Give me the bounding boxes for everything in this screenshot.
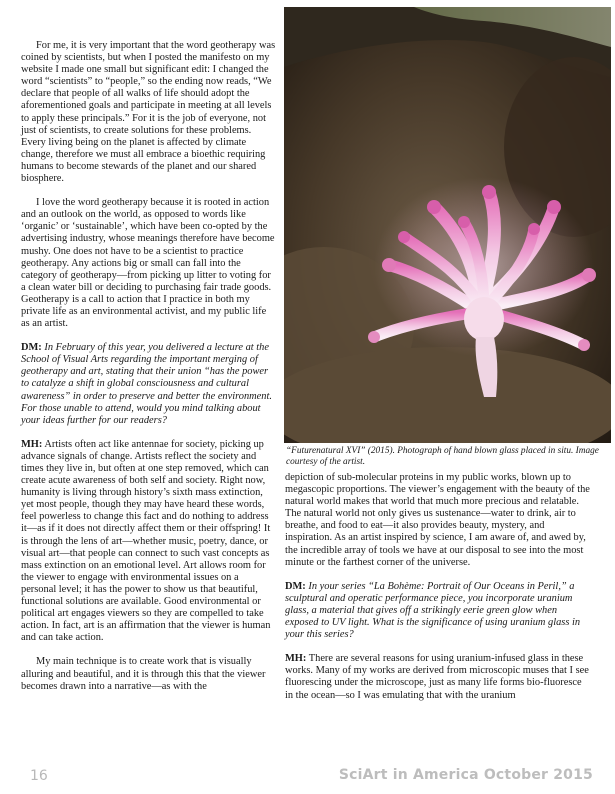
page-footer <box>0 768 615 794</box>
artwork-photo <box>284 7 611 443</box>
magazine-title: SciArt in America October 2015 <box>338 767 593 783</box>
question-dm <box>285 581 590 641</box>
speaker-label: DM: <box>21 342 42 354</box>
paragraph: For me, it is very important that the word geotherapy was coined by scientists, but when I posted the manifesto on my website I made one small but significant edit: I changed the word “scientists” to “people,” so the ending now reads, “We declare that people of all walks of life should adopt the aforementioned goals and participate in meeting at all levels to apply these principals.” For it is the job of everyone, not just of scientists, to create solutions for these problems. Every living being on the planet is affected by climate change, therefore we must all embrace a bioethic requiring humans to become stewards of the planet and our shared biosphere. <box>21 40 276 185</box>
right-column <box>285 472 590 714</box>
page-number: 16 <box>30 768 48 784</box>
question-text: In February of this year, you delivered a lecture at the School of Visual Arts regarding the important merging of geotherapy and art, stating that their union “has the power to catalyze a shift in global consciousness and cultural awareness” in order to preserve and better the environment. For those unable to attend, would you mind talking about your ideas further for our readers? <box>21 342 272 426</box>
paragraph: I love the word geotherapy because it is rooted in action and an outlook on the world, as opposed to words like ‘organic’ or ‘sustainable’, which have been co-opted by the advertising industry, whose meanings therefore have become mushy. One does not have to be a scientist to practice geotherapy. Any actions big or small can fall into the category of geotherapy—from picking up litter to voting for a clean water bill or deciding to purchasing fair trade goods. Geotherapy is a call to action that I practice in both my private life as an environmental activist, and my public life as an artist. <box>21 197 275 330</box>
question-dm <box>21 342 276 427</box>
answer-mh <box>285 653 590 701</box>
photo-caption: “Futurenatural XVI” (2015). Photograph of hand blown glass placed in situ. Image courtesy of the artist. <box>286 446 599 467</box>
answer-text: There are several reasons for using uranium-infused glass in these works. Many of my works are derived from microscopic muses that I see fluorescing under the microscope, just as many life forms bio-fluoresce in the ocean—so I was emulating that with the uranium <box>285 653 589 701</box>
paragraph: My main technique is to create work that is visually alluring and beautiful, and it is through this that the viewer becomes drawn into a narrative—as with the <box>21 656 266 692</box>
answer-mh <box>21 439 276 645</box>
answer-text: Artists often act like antennae for society, picking up advance signals of change. Artists reflect the society and times they live in, but often at one step removed, which can create acute awareness of both self and society. Right now, humanity is living through history’s sixth mass extinction, yet most people, though they may have heard these words, feel powerless to change this fact and do nothing to address it—as if it does not directly affect them or their offspring! It is through the lens of art—whether music, poetry, dance, or visual art—that people can connect to such vast concepts as mass extinction on an emotional level. Art allows room for the viewer to engage with environmental issues on a personal level; it has the power to show us that beautiful, functional solutions are available. Good environmental or political art engages viewers so they are compelled to take action. In fact, art is an affirmation that the viewer is human and can take action. <box>21 438 271 644</box>
left-column <box>21 40 276 705</box>
speaker-label: DM: <box>285 580 306 592</box>
question-text: In your series “La Bohème: Portrait of Our Oceans in Peril,” a sculptural and operatic performance piece, you incorporate uranium glass, a material that gives off a strikingly eerie green glow when exposed to UV light. What is the significance of using uranium glass in your this series? <box>285 580 581 641</box>
speaker-label: MH: <box>21 438 43 450</box>
paragraph: depiction of sub-molecular proteins in my public works, blown up to megascopic proportions. The viewer’s engagement with the beauty of the natural world makes that world that much more precious and relatable. The natural world not only gives us sustenance—water to drink, air to breathe, and food to eat—it also provides beauty, mystery, and inspiration. As an artist inspired by science, I am aware of, and awed by, the incredible array of tools we have at our disposal to see into the most minute or the farthest corner of the universe. <box>285 472 590 568</box>
speaker-label: MH: <box>285 653 307 665</box>
